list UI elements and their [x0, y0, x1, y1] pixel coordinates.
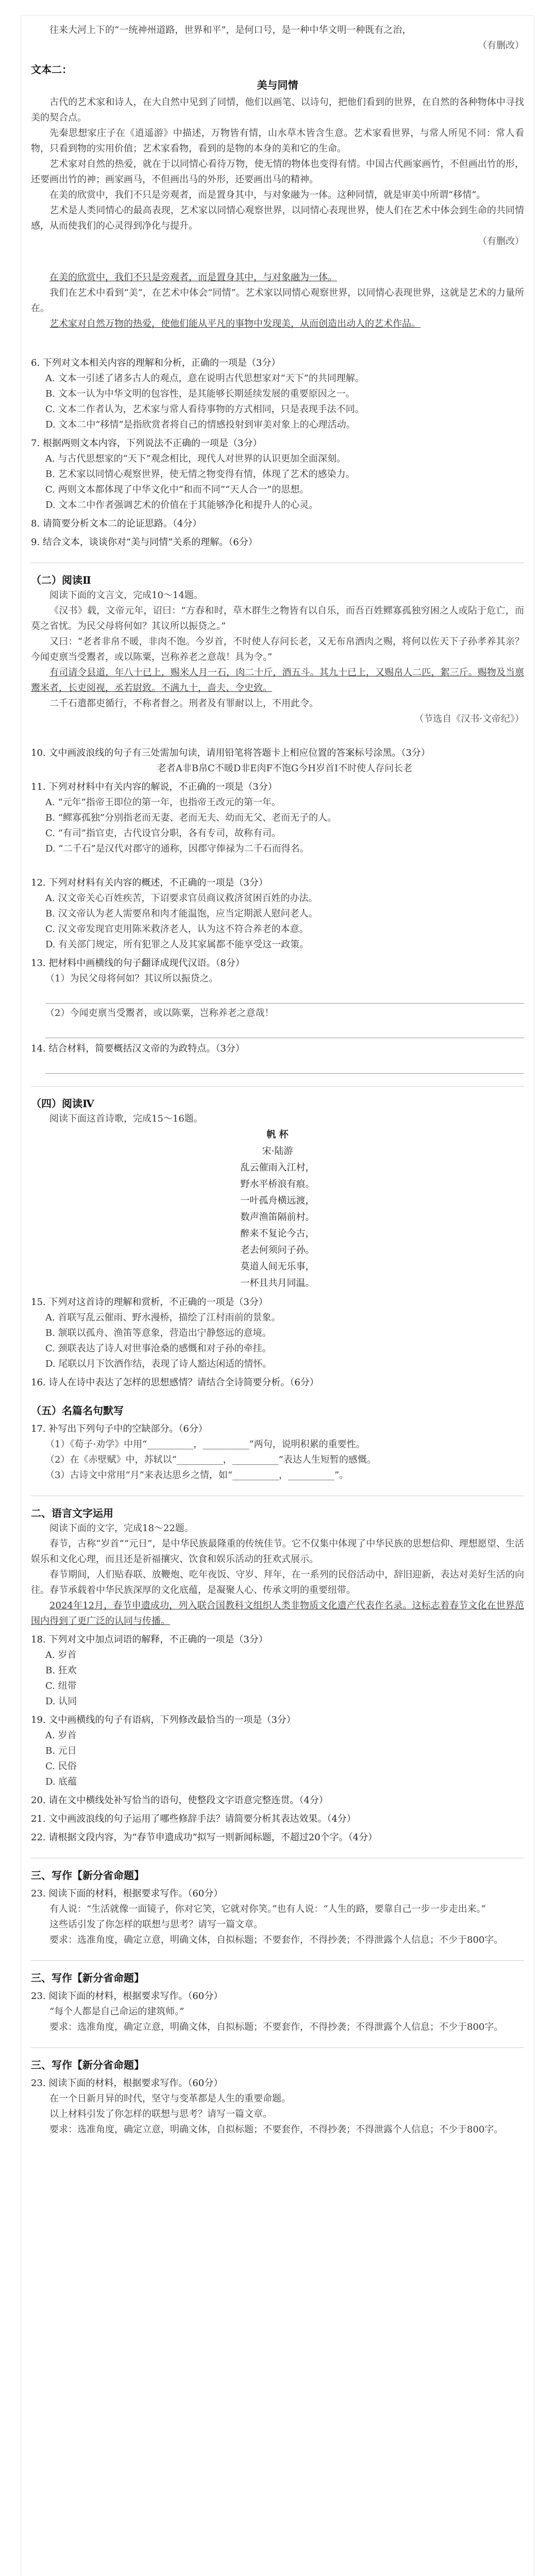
writing-body: 有人说：“生活就像一面镜子，你对它笑，它就对你笑。”也有人说：“人生的路，要靠自己一步一步走出来。” — [49, 1904, 486, 1914]
answer-line[interactable] — [45, 1059, 524, 1074]
part2-title: 二、语言文字运用 — [31, 1507, 113, 1519]
text2-mark: （有删改） — [478, 236, 524, 247]
part2-intro: 阅读下面的文字，完成18～22题。 — [49, 1523, 194, 1534]
q17-item: （2）在《赤壁赋》中，苏轼以“__________，__________”表达人生短暂的感慨。 — [45, 1454, 376, 1465]
part2-para: 2024年12月，春节申遗成功，列入联合国教科文组织人类非物质文化遗产代表作名录。这标志着春节文化在世界范围内得到了更广泛的认同与传播。 — [31, 1600, 524, 1626]
q13-stem: 13. 把材料中画横线的句子翻译成现代汉语。（8分） — [31, 958, 245, 969]
classical-para: 有司请令县道，年八十已上，赐米人月一石，肉二十斤，酒五斗。其九十已上，又赐帛人二匹，絮三斤。赐物及当禀鬻米者，长吏阅视，丞若尉致。不满九十，啬夫、令史致。 — [31, 667, 524, 693]
poem-author: 宋·陆游 — [262, 1146, 293, 1157]
q19-opt: C. 民俗 — [45, 1761, 77, 1772]
classical-source: （节选自《汉书·文帝纪》） — [414, 714, 524, 724]
q15-stem: 15. 下列对这首诗的理解和赏析，不正确的一项是（3分） — [31, 1297, 268, 1308]
q15-opt: C. 颈联表达了诗人对世事沧桑的感慨和对子孙的牵挂。 — [45, 1343, 272, 1354]
writing-body: 要求：选准角度，确定立意，明确文体，自拟标题；不要套作，不得抄袭；不得泄露个人信息；不少于800字。 — [49, 2124, 503, 2135]
writing-title: 三、写作【新分省命题】 — [31, 2059, 144, 2071]
q16-stem: 16. 诗人在诗中表达了怎样的思想感情？请结合全诗简要分析。（6分） — [31, 1377, 319, 1388]
classical-para: 二千石遣都吏循行，不称者督之。刑者及有罪耐以上，不用此令。 — [49, 698, 318, 709]
q11-opt: A. “元年”指帝王即位的第一年，也指帝王改元的第一年。 — [45, 797, 281, 808]
q20-stem: 20. 请在文中横线处补写恰当的语句，使整段文字语意完整连贯。（4分） — [31, 1795, 328, 1806]
q18-opt: A. 岁首 — [45, 1650, 77, 1660]
fill-title: （五）名篇名句默写 — [31, 1404, 124, 1417]
writing-sub: 23. 阅读下面的材料，根据要求写作。（60分） — [31, 1888, 223, 1899]
classical-para: 又曰：“老者非帛不暖，非肉不饱。今岁首，不时使人存问长老，又无布帛酒肉之赐，将何以佐天下子孙孝养其亲？今闻吏禀当受鬻者，或以陈粟，岂称养老之意哉！具为令。” — [31, 636, 524, 663]
q12-stem: 12. 下列对材料有关内容的概述，不正确的一项是（3分） — [31, 877, 268, 888]
poem-line: 老去何须问子孙。 — [240, 1245, 315, 1256]
q15-opt: D. 尾联以月下饮酒作结，表现了诗人豁达闲适的情怀。 — [45, 1359, 272, 1369]
q15-opt: A. 首联写乱云催雨、野水漫桥，描绘了江村雨前的景象。 — [45, 1312, 281, 1323]
q21-stem: 21. 文中画波浪线的句子运用了哪些修辞手法？请简要分析其表达效果。（4分） — [31, 1814, 356, 1824]
q11-stem: 11. 下列对材料中有关内容的解说，不正确的一项是（3分） — [31, 782, 277, 792]
reading2-title: （二）阅读Ⅱ — [31, 574, 91, 586]
text2-para: 艺术是人类同情心的最高表现，艺术家以同情心观察世界，以同情心表现世界，使人们在艺术中体会到生命的共同情感，从而使我们的心灵得到净化与提升。 — [31, 205, 524, 231]
q18-opt: C. 纽带 — [45, 1681, 77, 1691]
writing-body: 在一个日新月异的时代，坚守与变革都是人生的重要命题。 — [49, 2093, 291, 2104]
poem-line: 一杯且共月同温。 — [240, 1278, 315, 1289]
poem-intro: 阅读下面这首诗歌，完成15～16题。 — [49, 1113, 203, 1124]
poem — [31, 1127, 524, 1292]
poem-line: 乱云催雨入江村， — [240, 1162, 315, 1173]
q22-stem: 22. 请根据文段内容，为“春节申遗成功”拟写一则新闻标题，不超过20个字。（4分） — [31, 1832, 378, 1843]
text2-label: 文本二： — [31, 63, 72, 76]
text2-title: 美与同情 — [257, 79, 298, 91]
q19-opt: B. 元日 — [45, 1745, 77, 1756]
q19-stem: 19. 文中画横线的句子有语病，下列修改最恰当的一项是（3分） — [31, 1715, 296, 1725]
writing-block — [31, 1970, 524, 2035]
poem-line: 数声渔笛隔前村。 — [240, 1212, 315, 1223]
head-text: 往来大河上下的“一统神州道路，世界和平”，是何口号，是一种中华文明一种既有之治， — [49, 25, 412, 36]
q12-opt: C. 汉文帝发现官吏用陈米救济老人，认为这不符合养老的本意。 — [45, 924, 309, 935]
q9-stem: 9. 结合文本，谈谈你对“美与同情”关系的理解。（6分） — [31, 537, 258, 548]
q17-stem: 17. 补写出下列句子中的空缺部分。（6分） — [31, 1423, 208, 1434]
text2-para: 在美的欣赏中，我们不只是旁观者，而是置身其中，与对象融为一体。这种同情，就是审美中所谓“移情”。 — [49, 190, 486, 200]
text2-para: 艺术家对自然的热爱，就在于以同情心看待万物，使无情的物体也变得有情。中国古代画家画竹，不但画出竹的形，还要画出竹的神；画家画马，不但画出马的外形，还要画出马的精神。 — [31, 159, 524, 185]
poem-line: 醉来不复论今古， — [240, 1228, 315, 1239]
q11-opt: B. “鳏寡孤独”分别指老而无妻、老而无夫、幼而无父、老而无子的人。 — [45, 812, 337, 823]
section-divider — [31, 1086, 524, 1087]
writing-body: 这些话引发了你怎样的联想与思考？请写一篇文章。 — [49, 1919, 263, 1930]
q13-item: （2）今闻吏禀当受鬻者，或以陈粟，岂称养老之意哉！ — [45, 1008, 274, 1019]
reading2-intro: 阅读下面的文言文，完成10～14题。 — [49, 590, 203, 601]
answer-line[interactable] — [45, 1023, 524, 1038]
q17-item: （1）《荀子·劝学》中用“__________，__________”两句，说明积累的重要性。 — [45, 1439, 365, 1450]
q6-stem: 6. 下列对文本相关内容的理解和分析，正确的一项是（3分） — [31, 358, 281, 368]
writing-block — [31, 1868, 524, 1948]
classical-para: 《汉书》载，文帝元年，诏曰：“方春和时，草木群生之物皆有以自乐，而吾百姓鳏寡孤独穷困之人或阽于危亡，而莫之省忧。为民父母将何如？其议所以振贷之。” — [31, 605, 524, 632]
text2-para: 先秦思想家庄子在《逍遥游》中描述，万物皆有情，山水草木皆含生意。艺术家看世界，与常人所见不同：常人看物，只看到物的实用价值；艺术家看物，看到的是物的本身的美和它的生命。 — [31, 128, 524, 154]
writing-sub: 23. 阅读下面的材料，根据要求写作。（60分） — [31, 2078, 223, 2089]
q1-lead: 在美的欣赏中，我们不只是旁观者，而是置身其中，与对象融为一体。 — [49, 272, 337, 283]
q6-opt: A. 文本一引述了诸多古人的观点，意在说明古代思想家对“天下”的共同理解。 — [45, 373, 364, 384]
q17-item: （3）古诗文中常用“月”来表达思乡之情，如“__________，__________”。 — [45, 1470, 349, 1481]
question-6 — [31, 355, 524, 433]
q6-opt: C. 文本二作者认为，艺术家与常人看待事物的方式相同，只是表现手法不同。 — [45, 404, 364, 415]
writing-body: 要求：选准角度，确定立意，明确文体，自拟标题；不要套作，不得抄袭；不得泄露个人信息；不少于800字。 — [49, 2022, 503, 2032]
writing-body: “每个人都是自己命运的建筑师。” — [49, 2006, 184, 2017]
question-7 — [31, 436, 524, 513]
part2-para: 春节期间，人们贴春联、放鞭炮、吃年夜饭、守岁、拜年，在一系列的民俗活动中，辞旧迎新，表达对美好生活的向往。春节承载着中华民族深厚的文化底蕴，是凝聚人心、传承文明的重要纽带。 — [31, 1569, 524, 1596]
q11-opt: D. “二千石”是汉代对郡守的通称，因郡守俸禄为二千石而得名。 — [45, 843, 309, 854]
poem-line: 莫道人间无乐事， — [240, 1261, 315, 1272]
q14-stem: 14. 结合材料，简要概括汉文帝的为政特点。（3分） — [31, 1043, 245, 1054]
q6-opt: B. 文本一认为中华文明的包容性，是其能够长期延续发展的重要原因之一。 — [45, 388, 355, 399]
q19-opt: D. 底蕴 — [45, 1776, 77, 1787]
text2-body — [31, 95, 524, 234]
poem-line: 一叶孤舟横远渡， — [240, 1195, 315, 1206]
writing-body: 要求：选准角度，确定立意，明确文体，自拟标题；不要套作，不得抄袭；不得泄露个人信息；不少于800字。 — [49, 1935, 503, 1945]
section-divider — [31, 2047, 524, 2048]
poem-section-title: （四）阅读Ⅳ — [31, 1097, 94, 1110]
poem-title: 帆 杯 — [266, 1129, 289, 1140]
q7-opt: C. 两则文本都体现了中华文化中“和而不同”“天人合一”的思想。 — [45, 484, 309, 495]
answer-line[interactable] — [45, 989, 524, 1004]
poem-line: 野水平桥浪有痕。 — [240, 1179, 315, 1190]
section-divider — [31, 1960, 524, 1961]
q18-stem: 18. 下列对文中加点词语的解释，不正确的一项是（3分） — [31, 1634, 268, 1645]
q11-opt: C. “有司”指官吏，古代设官分职，各有专司，故称有司。 — [45, 828, 281, 839]
q7-opt: D. 文本二中作者强调艺术的价值在于其能够净化和提升人的心灵。 — [45, 500, 318, 511]
q10-stem: 10. 文中画波浪线的句子有三处需加句读，请用铅笔将答题卡上相应位置的答案标号涂黑。（3分） — [31, 748, 430, 758]
q13-item: （1）为民父母将何如？其议所以振贷之。 — [45, 973, 218, 984]
q1-body: 艺术家对自然万物的热爱，使他们能从平凡的事物中发现美，从而创造出动人的艺术作品。 — [49, 318, 421, 329]
q12-opt: B. 汉文帝认为老人需要帛和肉才能温饱，应当定期派人慰问老人。 — [45, 908, 318, 919]
writing-body: 以上材料引发了你怎样的联想与思考？请写一篇文章。 — [49, 2109, 272, 2120]
q6-opt: D. 文本二中“移情”是指欣赏者将自己的情感投射到审美对象上的心理活动。 — [45, 419, 356, 430]
classical-text — [31, 603, 524, 727]
q7-opt: B. 艺术家以同情心观察世界，使无情之物变得有情，体现了艺术的感染力。 — [45, 469, 355, 480]
head-mark: （有删改） — [478, 40, 524, 51]
q12-opt: D. 有关部门规定，所有犯罪之人及其家属都不能享受这一政策。 — [45, 939, 309, 950]
q18-opt: B. 狂欢 — [45, 1665, 77, 1676]
q7-stem: 7. 根据两则文本内容，下列说法不正确的一项是（3分） — [31, 438, 262, 449]
q8-stem: 8. 请简要分析文本二的论证思路。（4分） — [31, 518, 202, 529]
q15-opt: B. 颔联以孤舟、渔笛等意象，营造出宁静悠远的意境。 — [45, 1328, 272, 1338]
q19-opt: A. 岁首 — [45, 1730, 77, 1741]
writing-title: 三、写作【新分省命题】 — [31, 1869, 144, 1882]
writing-block — [31, 2057, 524, 2138]
q12-opt: A. 汉文帝关心百姓疾苦，下诏要求官员商议救济贫困百姓的办法。 — [45, 893, 318, 904]
q1-body: 我们在艺术中看到“美”，在艺术中体会“同情”。艺术家以同情心观察世界，以同情心表现世界，这就是艺术的力量所在。 — [31, 287, 524, 314]
writing-title: 三、写作【新分省命题】 — [31, 1972, 144, 1984]
text2-para: 古代的艺术家和诗人，在大自然中见到了同情，他们以画笔、以诗句，把他们看到的世界，在自然的各种物体中寻找美的契合点。 — [31, 97, 524, 123]
q18-opt: D. 认同 — [45, 1696, 77, 1707]
q10-options: 老者A非B帛C不暖D非E肉F不饱G今H岁首I不时使人存问长老 — [157, 763, 413, 774]
q7-opt: A. 与古代思想家的“天下”观念相比，现代人对世界的认识更加全面深刻。 — [45, 453, 346, 464]
part2-para: 春节，古称“岁首”“元日”，是中华民族最隆重的传统佳节。它不仅集中体现了中华民族的思想信仰、理想愿望、生活娱乐和文化心理，而且还是祈福攘灾、饮食和娱乐活动的狂欢式展示。 — [31, 1538, 524, 1565]
writing-sub: 23. 阅读下面的材料，根据要求写作。（60分） — [31, 1991, 223, 2002]
